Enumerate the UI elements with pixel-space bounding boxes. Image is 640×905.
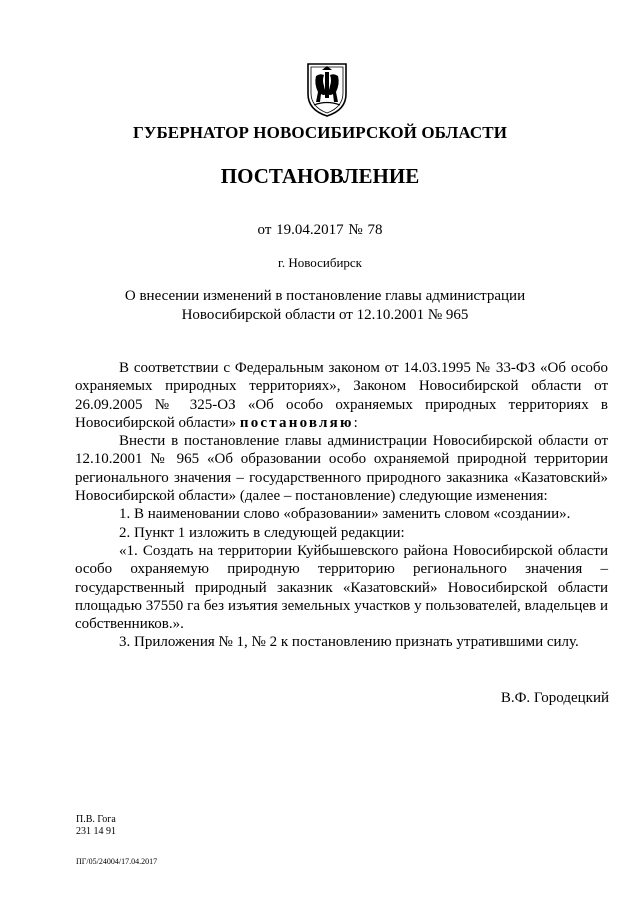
- coat-of-arms-emblem: [302, 58, 352, 120]
- preamble-paragraph: [75, 359, 608, 432]
- item-1-paragraph: 1. В наименовании слово «образовании» заменить словом «создании».: [119, 506, 571, 523]
- document-body: [75, 359, 608, 652]
- issuer-title: ГУБЕРНАТОР НОВОСИБИРСКОЙ ОБЛАСТИ: [132, 123, 508, 142]
- document-type: ПОСТАНОВЛЕНИЕ: [220, 164, 420, 188]
- executor-phone: 231 14 91: [76, 826, 116, 837]
- preamble-text: В соответствии с Федеральным законом от 14.03.1995 № 33-ФЗ «Об особо охраняемых природных территориях», Законом Новосибирской области от 26.09.2005 № 325-ОЗ «Об особо охраняемых природных территориях в Новосибирской области»: [75, 360, 608, 431]
- item-2-quote-paragraph: «1. Создать на территории Куйбышевского района Новосибирской области особо охраняемую природную территорию регионального значения – государственный природный заказник «Казатовский» Новосибирской области площадью 37550 га без изъятия земельных участков у пользователей, владельцев и собственников.».: [75, 542, 608, 633]
- decree-keyword: постановляю: [239, 414, 354, 431]
- executor-block: [76, 814, 116, 838]
- executor-name: П.В. Гога: [76, 814, 116, 825]
- signatory-name: В.Ф. Городецкий: [500, 690, 609, 706]
- document-date-number: от 19.04.2017 № 78: [257, 222, 383, 238]
- item-2-paragraph: 2. Пункт 1 изложить в следующей редакции:: [119, 524, 405, 541]
- item-3-paragraph: 3. Приложения № 1, № 2 к постановлению признать утратившими силу.: [119, 634, 579, 651]
- amendment-intro-paragraph: Внести в постановление главы администрации Новосибирской области от 12.10.2001 № 965 «Об образовании особо охраняемой природной территории регионального значения – государственного природного заказника «Казатовский» Новосибирской области» (далее – постановление) следующие изменения:: [75, 433, 608, 505]
- document-subject: О внесении изменений в постановление главы администрации Новосибирской области от 12.10.2001 № 965: [124, 288, 526, 323]
- document-code: ПГ/05/24004/17.04.2017: [76, 857, 158, 866]
- document-city: г. Новосибирск: [277, 255, 362, 270]
- preamble-colon: :: [353, 414, 358, 431]
